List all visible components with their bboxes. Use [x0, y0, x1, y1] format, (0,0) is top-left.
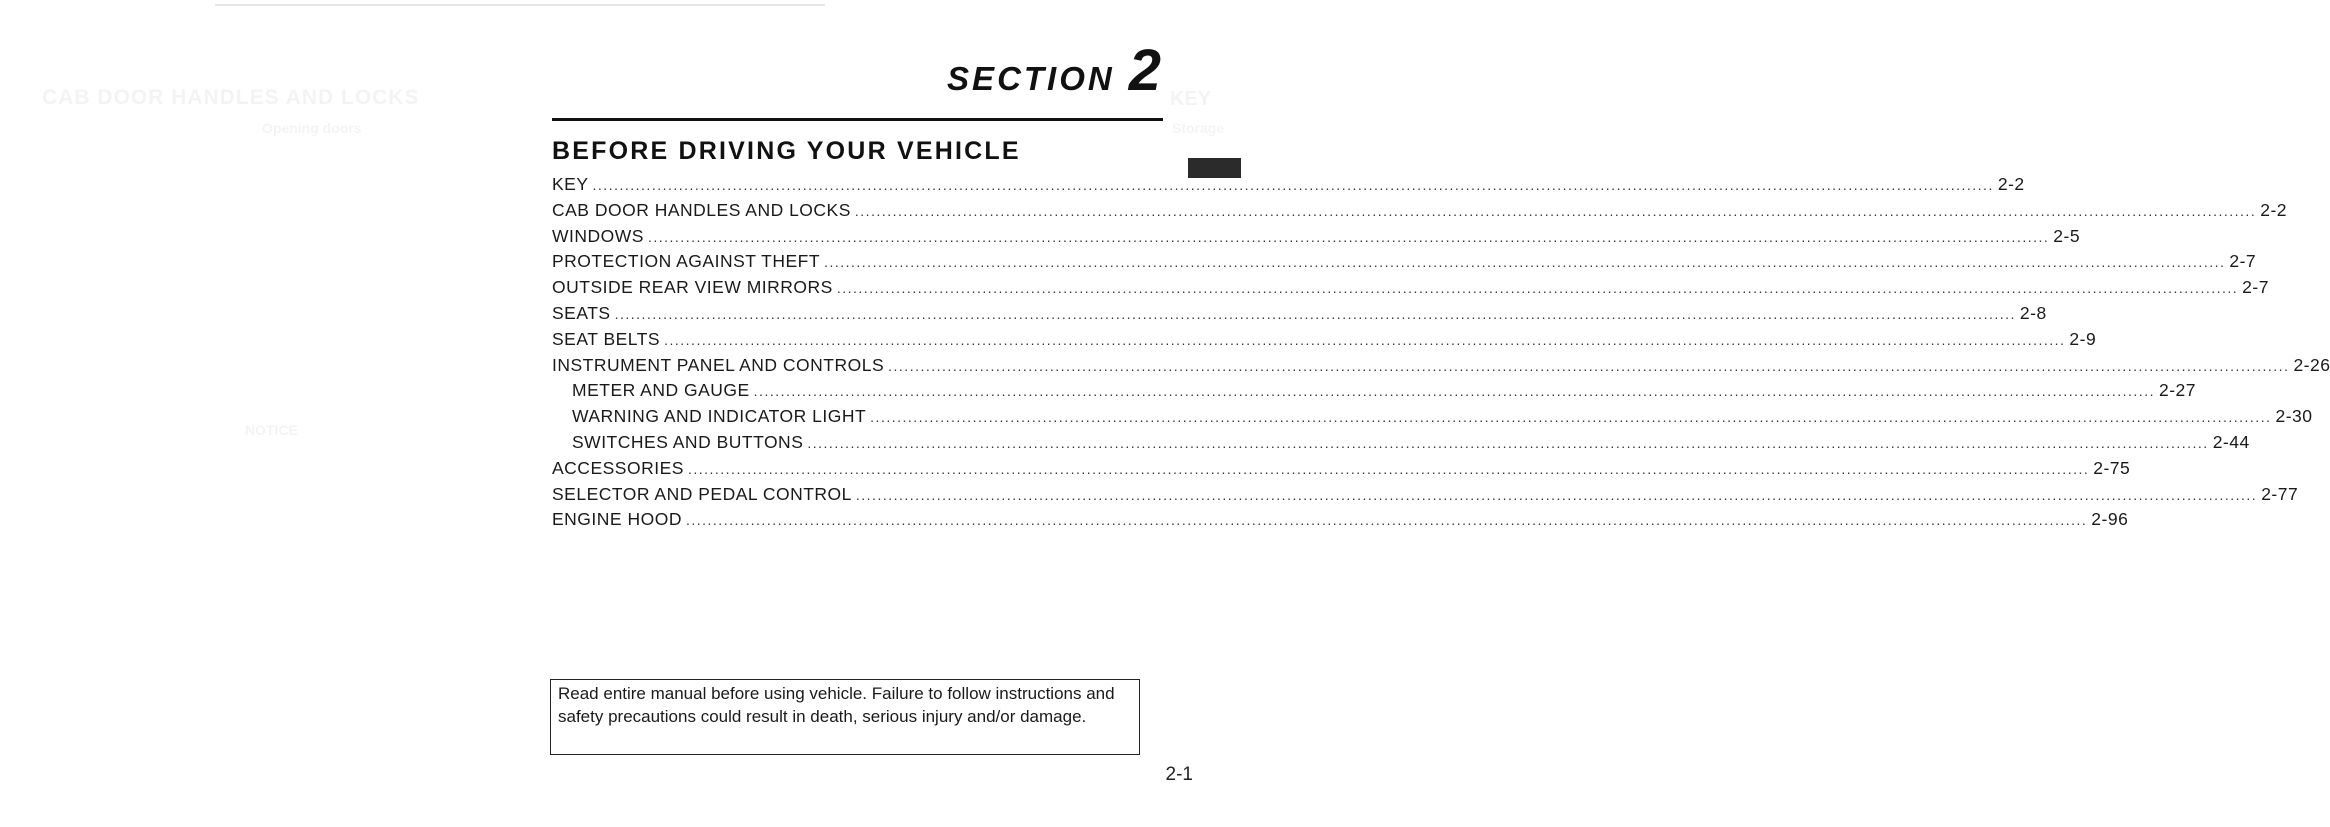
- toc-entry[interactable]: [552, 225, 2081, 252]
- toc-entry-page: 2-7: [2229, 251, 2257, 272]
- toc-dot-leader: ....................................................................................................................................................................................................................................................................: [836, 280, 2239, 297]
- toc-dot-leader: ....................................................................................................................................................................................................................................................................: [685, 512, 2088, 529]
- toc-entry[interactable]: [552, 302, 2047, 329]
- toc-dot-leader: ....................................................................................................................................................................................................................................................................: [687, 460, 2090, 477]
- toc-dot-leader: ....................................................................................................................................................................................................................................................................: [614, 305, 2016, 322]
- toc-entry-page: 2-77: [2261, 483, 2299, 504]
- toc-dot-leader: ....................................................................................................................................................................................................................................................................: [888, 357, 2290, 374]
- bleed-through-subheading: [262, 120, 362, 136]
- toc-entry-page: 2-30: [2275, 406, 2313, 427]
- toc-entry-page: 2-96: [2091, 509, 2129, 530]
- toc-entry[interactable]: [552, 406, 2313, 432]
- bleed-through-right-subheading: [1172, 120, 1224, 136]
- toc-dot-leader: ....................................................................................................................................................................................................................................................................: [824, 254, 2226, 271]
- page-number: 2-1: [1165, 764, 1193, 785]
- section-header: [947, 38, 1161, 103]
- toc-entry-label: INSTRUMENT PANEL AND CONTROLS: [552, 354, 885, 375]
- table-of-contents: [552, 174, 2330, 535]
- toc-entry[interactable]: [552, 380, 2197, 406]
- toc-dot-leader: ....................................................................................................................................................................................................................................................................: [592, 177, 1994, 193]
- toc-entry-page: 2-9: [2069, 328, 2097, 349]
- toc-entry-label: PROTECTION AGAINST THEFT: [552, 251, 821, 272]
- toc-entry-label: WINDOWS: [552, 225, 644, 246]
- toc-entry[interactable]: [552, 457, 2131, 484]
- section-divider: [552, 118, 1163, 121]
- toc-dot-leader: ....................................................................................................................................................................................................................................................................: [753, 383, 2155, 400]
- toc-entry-label: ACCESSORIES: [552, 457, 684, 478]
- toc-entry-page: 2-27: [2158, 380, 2197, 401]
- warning-text: Read entire manual before using vehicle. Failure to follow instructions and safety precautions could result in death, serious injury and/or damage.: [558, 684, 1115, 726]
- toc-entry-label: SEATS: [552, 302, 611, 323]
- toc-entry[interactable]: [552, 509, 2129, 535]
- toc-entry-label: METER AND GAUGE: [572, 380, 750, 401]
- toc-entry-page: 2-2: [1997, 174, 2025, 194]
- toc-entry-label: WARNING AND INDICATOR LIGHT: [572, 406, 867, 427]
- toc-entry[interactable]: [552, 431, 2250, 458]
- toc-entry-label: ENGINE HOOD: [552, 509, 682, 530]
- toc-dot-leader: ....................................................................................................................................................................................................................................................................: [647, 228, 2050, 245]
- toc-entry-label: KEY: [552, 174, 589, 194]
- toc-entry-label: CAB DOOR HANDLES AND LOCKS: [552, 199, 851, 220]
- section-label: SECTION: [947, 60, 1115, 97]
- toc-entry[interactable]: [552, 199, 2288, 226]
- toc-dot-leader: ....................................................................................................................................................................................................................................................................: [870, 409, 2272, 426]
- toc-entry-page: 2-5: [2053, 225, 2081, 246]
- toc-entry-label: SWITCHES AND BUTTONS: [572, 431, 804, 452]
- toc-entry-label: OUTSIDE REAR VIEW MIRRORS: [552, 277, 833, 298]
- bleed-through-note: [245, 422, 298, 438]
- scan-edge-line: [215, 4, 825, 6]
- toc-entry[interactable]: [552, 354, 2330, 381]
- toc-dot-leader: ....................................................................................................................................................................................................................................................................: [807, 434, 2209, 451]
- toc-dot-leader: ....................................................................................................................................................................................................................................................................: [854, 202, 2257, 219]
- warning-box: [550, 679, 1140, 755]
- toc-entry[interactable]: [552, 277, 2269, 303]
- toc-entry[interactable]: [552, 328, 2097, 355]
- toc-entry-page: 2-7: [2242, 277, 2269, 298]
- toc-dot-leader: ....................................................................................................................................................................................................................................................................: [664, 331, 2066, 348]
- toc-dot-leader: ....................................................................................................................................................................................................................................................................: [855, 486, 2258, 503]
- section-number: 2: [1128, 38, 1161, 103]
- toc-entry-page: 2-26: [2293, 354, 2330, 375]
- toc-entry[interactable]: [552, 251, 2257, 277]
- toc-title: BEFORE DRIVING YOUR VEHICLE: [552, 137, 1021, 165]
- toc-entry-page: 2-75: [2093, 457, 2131, 478]
- toc-entry[interactable]: [552, 174, 2025, 200]
- toc-entry-label: SEAT BELTS: [552, 328, 661, 349]
- section-thumb-tab: [1188, 158, 1241, 178]
- toc-entry[interactable]: [552, 483, 2299, 510]
- toc-entry-page: 2-8: [2019, 302, 2047, 323]
- toc-entry-page: 2-2: [2260, 199, 2288, 220]
- toc-entry-label: SELECTOR AND PEDAL CONTROL: [552, 483, 852, 504]
- bleed-through-heading: [42, 86, 420, 110]
- toc-entry-page: 2-44: [2212, 431, 2250, 452]
- bleed-through-right-heading: [1170, 88, 1211, 111]
